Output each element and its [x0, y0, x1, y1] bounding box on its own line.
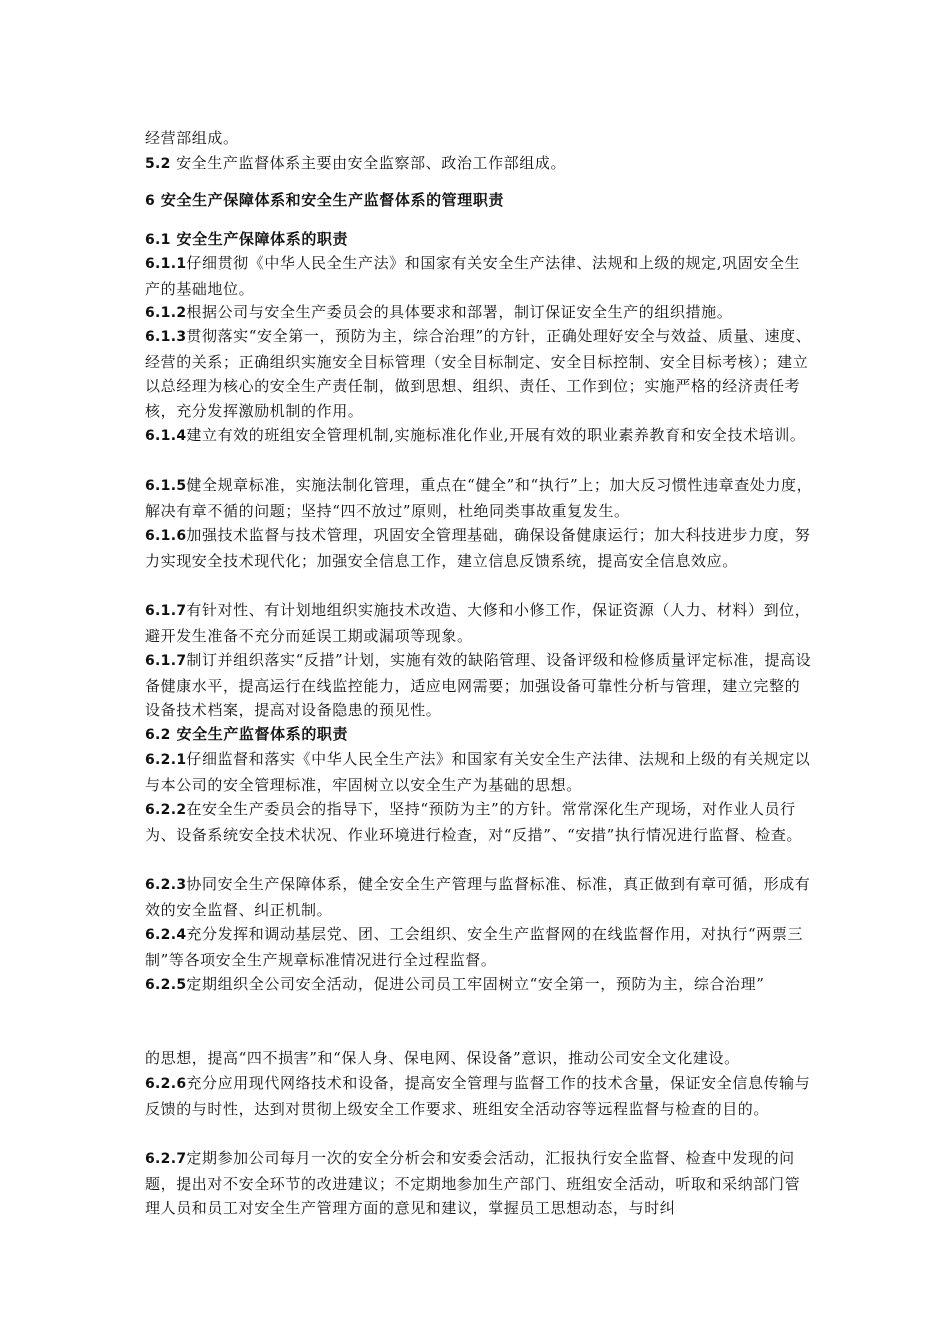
- section-number: 6.1.7: [145, 653, 187, 669]
- section-number: 6.2.4: [145, 927, 187, 943]
- paragraph-6-2-4: [145, 922, 815, 972]
- paragraph-text: 制订并组织落实“反措”计划，实施有效的缺陷管理、设备评级和检修质量评定标准，提高设备健康水平，提高运行在线监控能力，适应电网需要；加强设备可靠性分析与管理，建立完整的设备技术档案，提高对设备隐患的预见性。: [145, 651, 812, 719]
- section-number: 6.1.1: [145, 256, 187, 272]
- section-number: 6: [145, 193, 156, 209]
- section-title: 安全生产监督体系的职责: [170, 725, 349, 743]
- paragraph-text: 建立有效的班组安全管理机制,实施标准化作业,开展有效的职业素养教育和安全技术培训。: [186, 426, 806, 444]
- paragraph-6-1-7: [145, 598, 815, 648]
- section-number: 6.1.4: [145, 428, 187, 444]
- paragraph-text: 根据公司与安全生产委员会的具体要求和部署，制订保证安全生产的组织措施。: [186, 303, 733, 321]
- paragraph-text: 仔细贯彻《中华人民全生产法》和国家有关安全生产法律、法规和上级的规定,巩固安全生产的基础地位。: [145, 254, 801, 298]
- section-number: 6.1: [145, 232, 171, 248]
- section-number: 6.2.5: [145, 977, 187, 993]
- paragraph-text: 加强技术监督与技术管理，巩固安全管理基础，确保设备健康运行；加大科技进步力度，努力实现安全技术现代化；加强安全信息工作，建立信息反馈系统，提高安全信息效应。: [145, 526, 811, 570]
- paragraph-6-2-2: [145, 797, 815, 847]
- paragraph-6-1-4: [145, 423, 815, 449]
- section-number: 5.2: [145, 156, 171, 172]
- paragraph-continuation-6-2-5: [145, 1046, 815, 1071]
- paragraph-6-1-3: [145, 324, 815, 423]
- paragraph-6-1-2: [145, 300, 815, 326]
- section-number: 6.2.6: [145, 1076, 187, 1092]
- paragraph-text: 在安全生产委员会的指导下，坚持“预防为主”的方针。常常深化生产现场，对作业人员行为、设备系统安全技术状况、作业环境进行检查，对“反措”、“安措”执行情况进行监督、检查。: [145, 800, 803, 844]
- paragraph-6-1-5: [145, 473, 815, 523]
- paragraph-text: 定期组织全公司安全活动，促进公司员工牢固树立“安全第一，预防为主，综合治理”: [186, 975, 765, 993]
- paragraph-6-1-6: [145, 523, 815, 573]
- paragraph-text: 贯彻落实“安全第一，预防为主，综合治理”的方针，正确处理好安全与效益、质量、速度、经营的关系；正确组织实施安全目标管理（安全目标制定、安全目标控制、安全目标考核）；建立以总经理为核心的安全生产责任制，做到思想、组织、责任、工作到位；实施严格的经济责任考核，充分发挥激励机制的作用。: [145, 327, 812, 420]
- section-title: 安全生产保障体系和安全生产监督体系的管理职责: [155, 191, 505, 209]
- paragraph-text: 定期参加公司每月一次的安全分析会和安委会活动，汇报执行安全监督、检查中发现的问题，提出对不安全环节的改进建议；不定期地参加生产部门、班组安全活动，听取和采纳部门管理人员和员工对安全生产管理方面的意见和建议，掌握员工思想动态，与时纠: [145, 1149, 801, 1217]
- section-number: 6.2: [145, 727, 171, 743]
- paragraph-continuation: [145, 126, 815, 151]
- paragraph-5-2: [145, 151, 815, 177]
- section-number: 6.1.3: [145, 329, 187, 345]
- section-heading-6-2: [145, 722, 815, 748]
- section-number: 6.1.2: [145, 305, 187, 321]
- section-number: 6.1.5: [145, 478, 187, 494]
- section-number: 6.2.1: [145, 752, 187, 768]
- section-number: 6.1.7: [145, 603, 187, 619]
- section-title: 安全生产保障体系的职责: [170, 230, 349, 248]
- paragraph-text: 有针对性、有计划地组织实施技术改造、大修和小修工作，保证资源（人力、材料）到位，避开发生准备不充分而延误工期或漏项等现象。: [145, 601, 811, 645]
- paragraph-text: 健全规章标准，实施法制化管理，重点在“健全”和“执行”上；加大反习惯性违章查处力度，解决有章不循的问题；坚持“四不放过”原则，杜绝同类事故重复发生。: [145, 476, 813, 520]
- section-number: 6.2.2: [145, 802, 187, 818]
- paragraph-6-2-1: [145, 747, 815, 797]
- paragraph-text: 充分发挥和调动基层党、团、工会组织、安全生产监督网的在线监督作用，对执行“两票三制”等各项安全生产规章标准情况进行全过程监督。: [145, 925, 804, 969]
- paragraph-text: 充分应用现代网络技术和设备，提高安全管理与监督工作的技术含量，保证安全信息传输与反馈的与时性，达到对贯彻上级安全工作要求、班组安全活动容等远程监督与检查的目的。: [145, 1074, 811, 1118]
- paragraph-text: 的思想，提高“四不损害”和“保人身、保电网、保设备”意识，推动公司安全文化建设。: [145, 1049, 740, 1067]
- section-number: 6.2.3: [145, 877, 187, 893]
- paragraph-6-2-5: [145, 972, 815, 998]
- paragraph-6-2-7: [145, 1146, 815, 1221]
- paragraph-6-1-1: [145, 251, 815, 301]
- paragraph-text: 经营部组成。: [145, 129, 239, 147]
- section-number: 6.1.6: [145, 528, 187, 544]
- section-heading-6-1: [145, 227, 815, 253]
- section-number: 6.2.7: [145, 1151, 187, 1167]
- paragraph-6-2-6: [145, 1071, 815, 1121]
- section-heading-6: [145, 188, 815, 214]
- paragraph-text: 协同安全生产保障体系，健全安全生产管理与监督标准、标准，真正做到有章可循，形成有效的安全监督、纠正机制。: [145, 875, 811, 919]
- paragraph-text: 仔细监督和落实《中华人民全生产法》和国家有关安全生产法律、法规和上级的有关规定以与本公司的安全管理标准，牢固树立以安全生产为基础的思想。: [145, 750, 811, 794]
- paragraph-text: 安全生产监督体系主要由安全监察部、政治工作部组成。: [170, 154, 567, 172]
- paragraph-6-2-3: [145, 872, 815, 922]
- paragraph-6-1-7b: [145, 648, 815, 723]
